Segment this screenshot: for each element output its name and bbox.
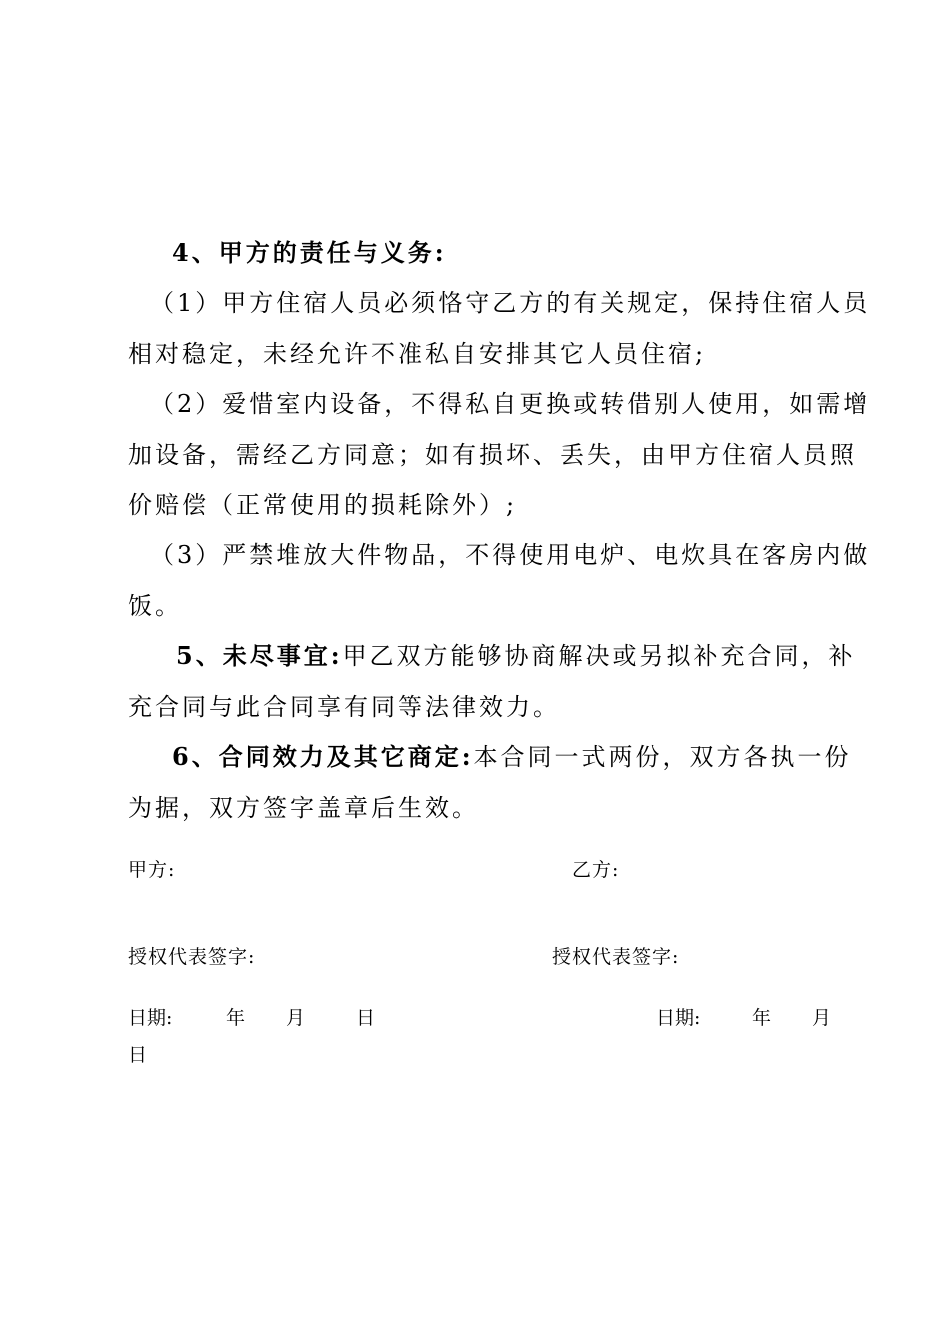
party-b-representative-label: 授权代表签字: [552, 946, 680, 968]
party-b-date-year: 年 [752, 1007, 772, 1029]
section-5-line-1-text: 甲乙双方能够协商解决或另拟补充合同，补 [342, 642, 856, 670]
section-4-item-1-line-1: （1）甲方住宿人员必须恪守乙方的有关规定，保持住宿人员 [150, 289, 871, 317]
party-b-date-label: 日期: [656, 1007, 701, 1029]
section-4-item-3-line-2: 饭。 [128, 592, 182, 620]
party-a-representative-label: 授权代表签字: [128, 946, 256, 968]
section-6-line-1 [172, 742, 874, 772]
party-a-date-label: 日期: [128, 1007, 173, 1029]
section-4-item-3-line-1: （3）严禁堆放大件物品，不得使用电炉、电炊具在客房内做 [150, 541, 871, 569]
party-b-label: 乙方: [572, 859, 620, 881]
party-a-date-month: 月 [286, 1007, 306, 1029]
party-a-date-year: 年 [226, 1007, 246, 1029]
party-b-date-month: 月 [812, 1007, 832, 1029]
section-5-line-2: 充合同与此合同享有同等法律效力。 [128, 693, 560, 721]
section-4-heading: 4、甲方的责任与义务: [172, 238, 447, 267]
section-4-item-1-line-2: 相对稳定，未经允许不准私自安排其它人员住宿; [128, 340, 707, 368]
section-6-line-2: 为据，双方签字盖章后生效。 [128, 794, 479, 822]
section-5-line-1 [176, 641, 878, 671]
section-4-item-2-line-3: 价赔偿（正常使用的损耗除外）; [128, 491, 518, 519]
party-a-label: 甲方: [128, 859, 176, 881]
section-6-line-1-text: 本合同一式两份，双方各执一份 [473, 743, 852, 771]
section-4-item-2-line-2: 加设备，需经乙方同意；如有损坏、丢失，由甲方住宿人员照 [128, 441, 857, 469]
section-5-heading: 5、未尽事宜: [176, 641, 343, 670]
party-b-date-day: 日 [128, 1044, 148, 1066]
section-4-item-2-line-1: （2）爱惜室内设备，不得私自更换或转借别人使用，如需增 [150, 390, 871, 418]
section-6-heading: 6、合同效力及其它商定: [172, 742, 474, 771]
party-a-date-day: 日 [356, 1007, 376, 1029]
